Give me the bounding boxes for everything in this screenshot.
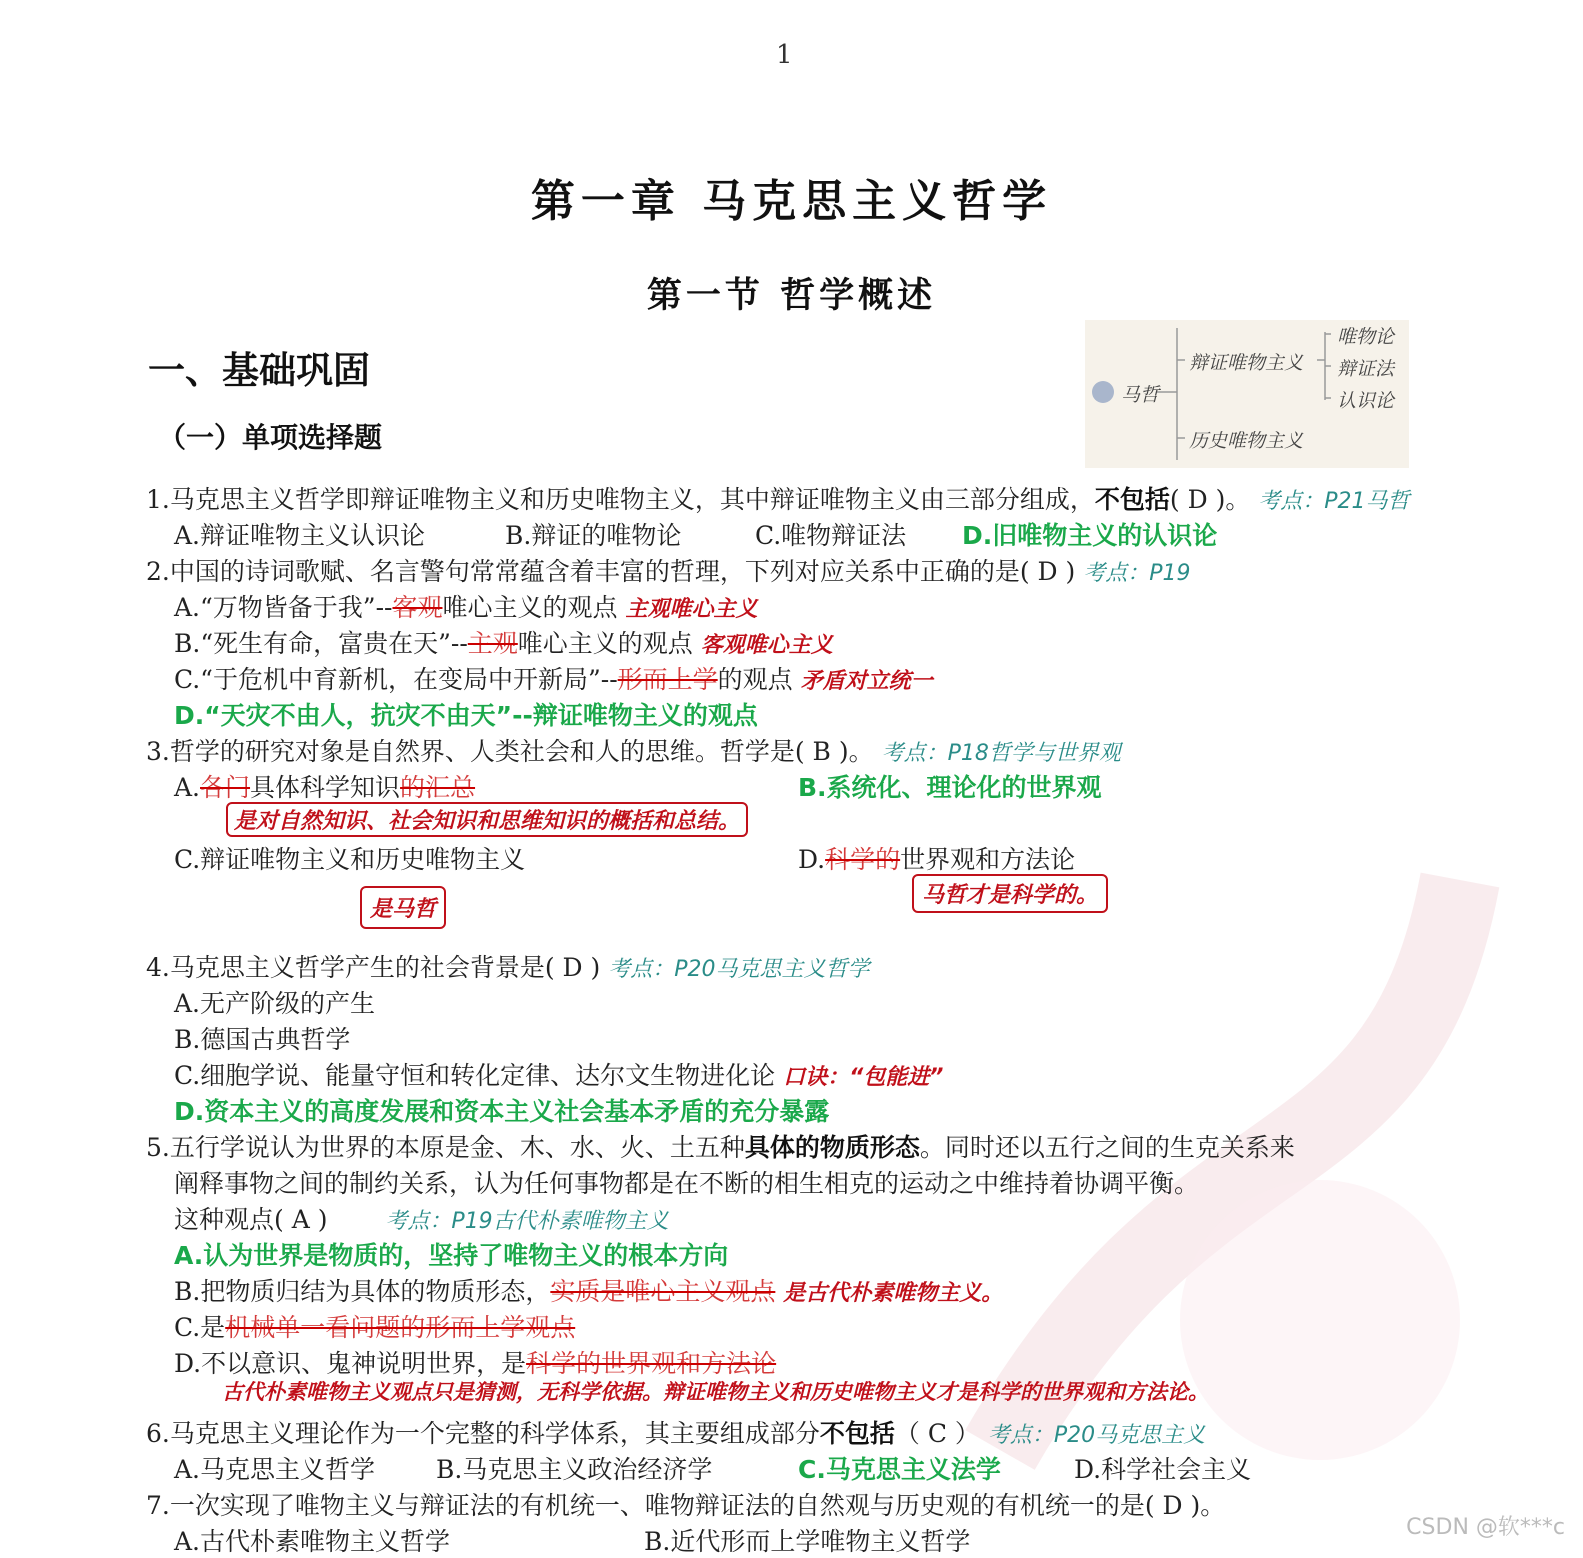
- q7-option-b: B.近代形而上学唯物主义哲学: [644, 1527, 971, 1556]
- mindmap-image: [1085, 320, 1409, 468]
- q7-option-a: A.古代朴素唯物主义哲学: [174, 1527, 451, 1556]
- q2-a-note: 主观唯心主义: [625, 597, 758, 622]
- q1-option-c: C.唯物辩证法: [755, 521, 907, 550]
- q5-option-a: A.认为世界是物质的，坚持了唯物主义的根本方向: [174, 1241, 729, 1270]
- q6-option-b: B.马克思主义政治经济学: [436, 1455, 713, 1484]
- q2-b-post: 唯心主义的观点: [517, 629, 693, 658]
- q2-option-c: [174, 660, 933, 696]
- q5-stem3-text: 这种观点( A ): [174, 1205, 328, 1234]
- q3-a-mid: 具体科学知识: [250, 773, 401, 802]
- q5-option-c: [174, 1308, 575, 1344]
- subsection-title: （一）单项选择题: [158, 421, 383, 454]
- section-title: 第一节 哲学概述: [646, 276, 937, 316]
- q4-option-b: B.德国古典哲学: [174, 1025, 351, 1054]
- q5-option-d: [174, 1344, 776, 1380]
- mindmap-leaf-1: 唯物论: [1337, 326, 1395, 348]
- q1-stem-bold: 不包括: [1094, 485, 1170, 514]
- q4-note: 考点：P20马克思主义哲学: [608, 957, 870, 982]
- chapter-title: 第一章 马克思主义哲学: [530, 176, 1053, 227]
- q4-option-a: A.无产阶级的产生: [174, 989, 376, 1018]
- q2-c-post: 的观点: [717, 665, 793, 694]
- q2-c-pre: C.“于危机中育新机，在变局中开新局”--: [174, 665, 618, 694]
- q4-stem: [146, 948, 870, 984]
- q6-option-d: D.科学社会主义: [1074, 1455, 1252, 1484]
- q1-note: 考点：P21马哲: [1258, 489, 1410, 514]
- q3-stem: [146, 732, 1121, 768]
- mindmap-branch-1: 辩证唯物主义: [1189, 352, 1304, 374]
- q5-b-pre: B.把物质归结为具体的物质形态，: [174, 1277, 551, 1306]
- page-number: 1: [776, 40, 793, 70]
- q4-option-c: [174, 1056, 943, 1092]
- q2-option-b: [174, 624, 833, 660]
- q2-c-note: 矛盾对立统一: [800, 669, 933, 694]
- q5-c-strike: 机械单一看问题的形而上学观点: [225, 1313, 576, 1342]
- q6-option-c: C.马克思主义法学: [798, 1455, 1001, 1484]
- q2-b-pre: B.“死生有命，富贵在天”--: [174, 629, 468, 658]
- q3-d-pre: D.: [798, 845, 826, 874]
- q1-option-b: B.辩证的唯物论: [505, 521, 682, 550]
- q3-option-c: C.辩证唯物主义和历史唯物主义: [174, 845, 526, 874]
- q1-stem-text: 1.马克思主义哲学即辩证唯物主义和历史唯物主义，其中辩证唯物主义由三部分组成，: [146, 485, 1095, 514]
- q2-b-strike: 主观: [467, 629, 518, 658]
- q2-c-strike: 形而上学: [617, 665, 718, 694]
- q6-stem-bold: 不包括: [819, 1419, 895, 1448]
- q3-a-pre: A.: [174, 773, 201, 802]
- q3-c-note-box: 是马哲: [360, 886, 446, 929]
- q3-option-d: [798, 840, 1075, 876]
- q3-d-note-box: 马哲才是科学的。: [912, 874, 1108, 913]
- q1-stem-answer: ( D )。: [1169, 485, 1251, 514]
- q2-stem-text: 2.中国的诗词歌赋、名言警句常常蕴含着丰富的哲理，下列对应关系中正确的是( D ): [146, 557, 1076, 586]
- mindmap-leaf-3: 认识论: [1337, 390, 1395, 412]
- q2-b-note: 客观唯心主义: [700, 633, 833, 658]
- q3-option-a: [174, 768, 475, 804]
- q3-a-strike-2: 的汇总: [400, 773, 476, 802]
- q4-option-d: D.资本主义的高度发展和资本主义社会基本矛盾的充分暴露: [174, 1097, 830, 1126]
- q1-option-a: A.辩证唯物主义认识论: [174, 521, 426, 550]
- q5-option-b: [174, 1272, 1003, 1308]
- q5-stem-line-2: 阐释事物之间的制约关系，认为任何事物都是在不断的相生相克的运动之中维持着协调平衡。: [174, 1169, 1200, 1198]
- q7-stem: 7.一次实现了唯物主义与辩证法的有机统一、唯物辩证法的自然观与历史观的有机统一的是( D )。: [146, 1491, 1226, 1520]
- q5-b-note: 是古代朴素唯物主义。: [783, 1281, 1004, 1306]
- q6-stem-text: 6.马克思主义理论作为一个完整的科学体系，其主要组成部分: [146, 1419, 820, 1448]
- q5-d-strike: 科学的世界观和方法论: [526, 1349, 777, 1378]
- q5-note: 考点：P19古代朴素唯物主义: [385, 1209, 669, 1234]
- q3-d-post: 世界观和方法论: [900, 845, 1076, 874]
- q3-a-note-box: 是对自然知识、社会知识和思维知识的概括和总结。: [226, 802, 748, 837]
- q5-c-pre: C.是: [174, 1313, 226, 1342]
- q2-option-a: [174, 588, 757, 624]
- q2-a-strike: 客观: [392, 593, 443, 622]
- q1-stem: [146, 480, 1410, 516]
- q5-stem-line-1: [146, 1128, 1295, 1164]
- q6-stem-answer: （ C ）: [894, 1419, 980, 1448]
- mindmap-branch-2: 历史唯物主义: [1189, 430, 1304, 452]
- csdn-credit: CSDN @软***c: [1406, 1515, 1565, 1540]
- q2-note: 考点：P19: [1083, 561, 1191, 586]
- q3-stem-text: 3.哲学的研究对象是自然界、人类社会和人的思维。哲学是( B )。: [146, 737, 874, 766]
- q3-d-strike: 科学的: [825, 845, 901, 874]
- q6-note: 考点：P20马克思主义: [987, 1423, 1206, 1448]
- q3-option-b: B.系统化、理论化的世界观: [798, 773, 1102, 802]
- q5-stem1-bold: 具体的物质形态: [744, 1133, 920, 1162]
- q4-c-text: C.细胞学说、能量守恒和转化定律、达尔文生物进化论: [174, 1061, 776, 1090]
- q2-a-post: 唯心主义的观点: [442, 593, 618, 622]
- q2-stem: [146, 552, 1191, 588]
- q5-b-strike: 实质是唯心主义观点: [550, 1277, 776, 1306]
- q5-stem1-b: 。同时还以五行之间的生克关系来: [919, 1133, 1295, 1162]
- q4-stem-text: 4.马克思主义哲学产生的社会背景是( D ): [146, 953, 601, 982]
- q1-option-d: D.旧唯物主义的认识论: [962, 521, 1218, 550]
- mindmap-leaf-2: 辩证法: [1337, 358, 1395, 380]
- q3-a-strike-1: 各门: [200, 773, 251, 802]
- q5-stem1-a: 5.五行学说认为世界的本原是金、木、水、火、土五种: [146, 1133, 745, 1162]
- q5-stem-line-3: [174, 1200, 669, 1236]
- q5-d-pre: D.不以意识、鬼神说明世界，是: [174, 1349, 527, 1378]
- q2-option-d: D.“天灾不由人，抗灾不由天”--辩证唯物主义的观点: [174, 701, 758, 730]
- q6-option-a: A.马克思主义哲学: [174, 1455, 376, 1484]
- q6-stem: [146, 1414, 1205, 1450]
- q3-note: 考点：P18哲学与世界观: [881, 741, 1121, 766]
- q4-c-note: 口诀：“包能进”: [783, 1065, 944, 1090]
- q5-d-note: 古代朴素唯物主义观点只是猜测，无科学依据。辩证唯物主义和历史唯物主义才是科学的世界观和方法论。: [222, 1380, 1209, 1404]
- part-title: 一、基础巩固: [148, 349, 370, 392]
- mindmap-root: 马哲: [1121, 384, 1160, 406]
- q2-a-pre: A.“万物皆备于我”--: [174, 593, 393, 622]
